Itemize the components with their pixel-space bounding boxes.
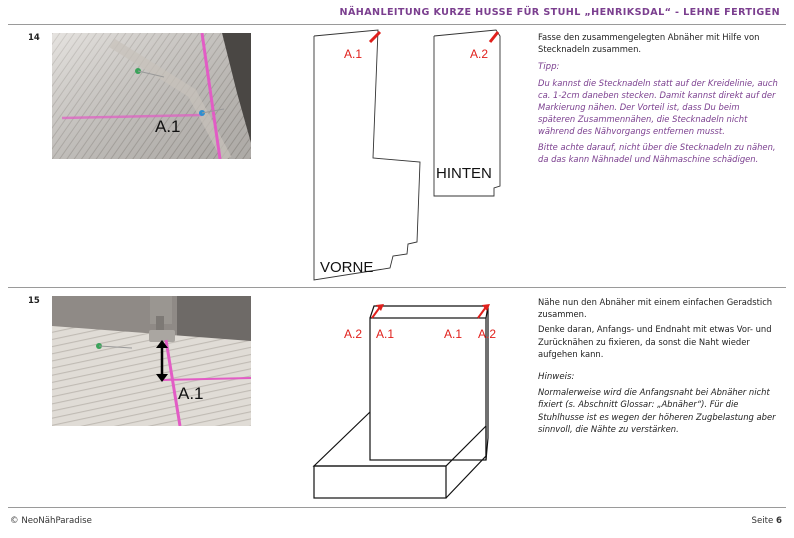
front-panel-outline (314, 30, 420, 280)
tip-warning-text: Bitte achte darauf, nicht über die Stecknadeln zu nähen, da das kann Nähnadel und Nähmaschine schädigen. (538, 141, 776, 164)
svg-text:A.2: A.2 (344, 327, 363, 341)
svg-text:HINTEN: HINTEN (436, 165, 492, 182)
svg-text:A.1: A.1 (344, 47, 363, 61)
step-14-instructions (538, 31, 778, 168)
step-number: 15 (28, 296, 40, 306)
step-number: 14 (28, 33, 40, 43)
page-title: NÄHANLEITUNG KURZE HUSSE FÜR STUHL „HENRIKSDAL“ - LEHNE FERTIGEN (339, 7, 780, 18)
tip-heading: Tipp: (538, 62, 560, 73)
svg-text:A.2: A.2 (470, 47, 489, 61)
photo-label: A.1 (155, 117, 181, 136)
photo-label: A.1 (178, 384, 204, 403)
instruction-text-fixing: Denke daran, Anfangs- und Endnaht mit etwas Vor- und Zurücknähen zu fixieren, da sonst die Naht wieder aufgehen kann. (538, 324, 772, 359)
page-number: 6 (776, 516, 782, 526)
footer-copyright: © NeoNähParadise (10, 516, 92, 526)
dart-arrow-right (478, 307, 486, 318)
instruction-text: Nähe nun den Abnäher mit einem einfachen Geradstich zusammen. (538, 297, 773, 320)
assembly-diagram-chair-back (306, 296, 516, 504)
instruction-text: Fasse den zusammengelegten Abnäher mit Hilfe von Stecknadeln zusammen. (538, 32, 760, 55)
footer-page-number (751, 516, 782, 526)
svg-text:A.2: A.2 (478, 327, 497, 341)
hint-text: Normalerweise wird die Anfangsnaht bei Abnäher nicht fixiert (s. Abschnitt Glossar: „Abnäher“). Für die Stuhlhusse ist es wegen der höheren Zugbelastung aber sinnvoll, die Nähte zu verstärken. (538, 387, 776, 434)
svg-text:VORNE: VORNE (320, 259, 374, 276)
step-photo-sewing-dart (52, 296, 251, 426)
footer-divider (8, 507, 786, 508)
pattern-diagram-front-back (306, 28, 516, 282)
step-15-instructions (538, 296, 778, 438)
front-dart-marker (370, 32, 380, 42)
svg-text:A.1: A.1 (444, 327, 463, 341)
seat-top (314, 412, 486, 466)
back-dart-marker (490, 32, 498, 42)
hint-heading: Hinweis: (538, 372, 575, 383)
svg-text:A.1: A.1 (376, 327, 395, 341)
seat-front (314, 466, 446, 498)
step-divider (8, 287, 786, 288)
header-divider (8, 24, 786, 25)
step-photo-pinned-dart (52, 33, 251, 159)
tip-text: Du kannst die Stecknadeln statt auf der Kreidelinie, auch ca. 1-2cm daneben stecken. Damit kannst direkt auf der Markierung nähen. Der Vorteil ist, dass Du beim späteren Zusammennähen, die Stecknadeln nicht während des Nähvorgangs entfernen musst. (538, 77, 778, 137)
page-label: Seite (751, 516, 777, 526)
